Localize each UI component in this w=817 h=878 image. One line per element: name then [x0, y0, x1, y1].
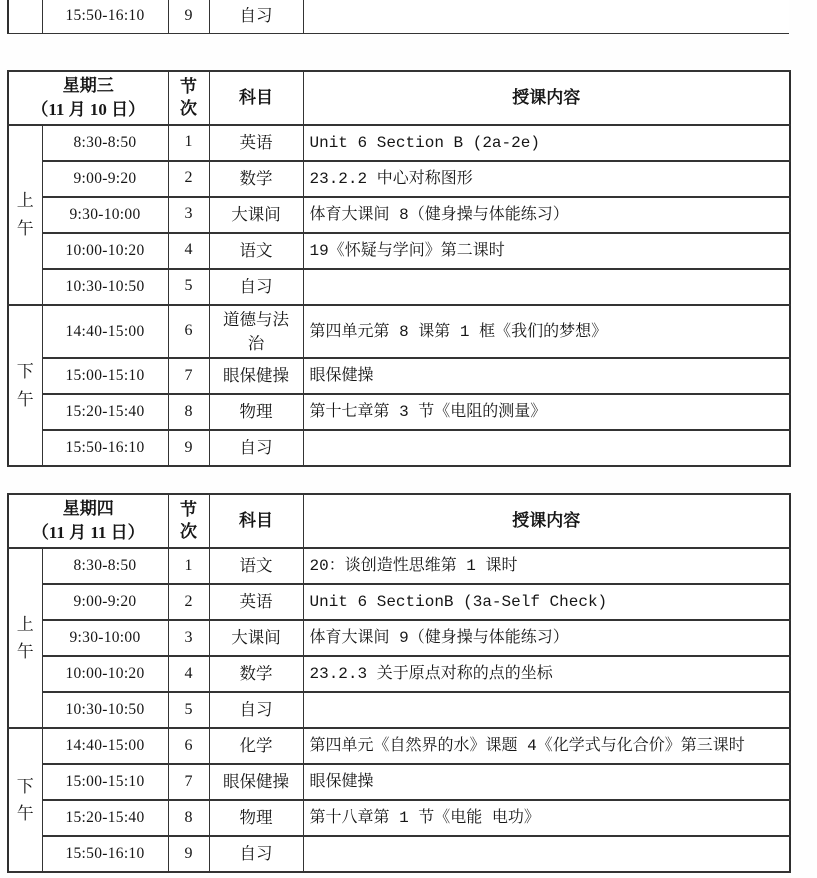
session-cell-empty [8, 0, 42, 34]
subject-cell: 数学 [209, 656, 303, 692]
table-title [8, 494, 168, 548]
subject-cell: 自习 [209, 269, 303, 305]
time-cell: 15:20-15:40 [42, 800, 168, 836]
content-cell: 眼保健操 [303, 764, 790, 800]
period-cell: 4 [168, 656, 209, 692]
schedule-row [8, 305, 790, 359]
table-title-day: 星期三 [62, 76, 114, 95]
subject-cell: 大课间 [209, 197, 303, 233]
schedule-row [8, 620, 790, 656]
table-title-day: 星期四 [62, 499, 114, 519]
session-label: 上午 [8, 125, 42, 305]
content-cell: 20：谈创造性思维第 1 课时 [303, 548, 790, 584]
subject-cell: 眼保健操 [209, 358, 303, 394]
schedule-row [8, 764, 790, 800]
period-cell: 5 [168, 269, 209, 305]
subject-cell: 英语 [209, 584, 303, 620]
time-cell: 15:20-15:40 [42, 394, 168, 430]
subject-cell: 自习 [209, 430, 303, 466]
schedule-row [8, 548, 790, 584]
partial-schedule-table [7, 0, 789, 34]
table-gap [7, 467, 817, 493]
schedule-row [8, 656, 790, 692]
content-cell: Unit 6 Section B (2a-2e) [303, 125, 790, 161]
schedule-table-1 [7, 70, 791, 467]
content-cell [303, 430, 790, 466]
subject-cell: 大课间 [209, 620, 303, 656]
content-cell [303, 0, 789, 34]
schedule-row [8, 836, 790, 872]
subject-cell: 自习 [209, 836, 303, 872]
content-cell: 第十八章第 1 节《电能 电功》 [303, 800, 790, 836]
table-title-date: （11 月 10 日） [31, 99, 146, 119]
session-label: 下午 [8, 305, 42, 467]
session-label: 上午 [8, 548, 42, 728]
period-cell: 7 [168, 764, 209, 800]
period-cell: 8 [168, 394, 209, 430]
time-cell: 14:40-15:00 [42, 728, 168, 764]
header-row [8, 494, 790, 548]
subject-cell: 语文 [209, 548, 303, 584]
period-cell: 3 [168, 620, 209, 656]
schedule-row [8, 197, 790, 233]
period-cell: 9 [168, 836, 209, 872]
time-cell: 9:00-9:20 [42, 161, 168, 197]
schedule-row [8, 584, 790, 620]
period-cell: 1 [168, 125, 209, 161]
schedule-row [8, 0, 789, 34]
table-gap [7, 34, 817, 70]
period-cell: 8 [168, 800, 209, 836]
schedule-row [8, 430, 790, 466]
subject-cell: 眼保健操 [209, 764, 303, 800]
schedule-row [8, 692, 790, 728]
tables-host [7, 70, 817, 873]
schedule-row [8, 233, 790, 269]
content-cell: 第十七章第 3 节《电阻的测量》 [303, 394, 790, 430]
period-cell: 6 [168, 728, 209, 764]
content-cell: 眼保健操 [303, 358, 790, 394]
subject-cell: 语文 [209, 233, 303, 269]
schedule-row [8, 358, 790, 394]
table-title [8, 71, 168, 125]
content-cell: 体育大课间 9（健身操与体能练习） [303, 620, 790, 656]
content-cell: 23.2.3 关于原点对称的点的坐标 [303, 656, 790, 692]
content-cell: 体育大课间 8（健身操与体能练习） [303, 197, 790, 233]
time-cell: 9:00-9:20 [42, 584, 168, 620]
time-cell: 14:40-15:00 [42, 305, 168, 359]
content-cell: 19《怀疑与学问》第二课时 [303, 233, 790, 269]
content-cell: 23.2.2 中心对称图形 [303, 161, 790, 197]
schedule-table-2 [7, 493, 791, 873]
period-cell: 6 [168, 305, 209, 359]
period-cell: 7 [168, 358, 209, 394]
col-header-period: 节次 [168, 494, 209, 548]
subject-cell: 数学 [209, 161, 303, 197]
content-cell: 第四单元第 8 课第 1 框《我们的梦想》 [303, 305, 790, 359]
subject-cell: 化学 [209, 728, 303, 764]
time-cell: 10:30-10:50 [42, 269, 168, 305]
time-cell: 15:50-16:10 [42, 0, 168, 34]
col-header-subject: 科目 [209, 494, 303, 548]
time-cell: 10:30-10:50 [42, 692, 168, 728]
subject-cell: 自习 [209, 692, 303, 728]
content-cell: Unit 6 SectionB (3a-Self Check) [303, 584, 790, 620]
schedule-row [8, 800, 790, 836]
subject-cell: 自习 [209, 0, 303, 34]
subject-cell: 英语 [209, 125, 303, 161]
schedule-row [8, 125, 790, 161]
header-row [8, 71, 790, 125]
time-cell: 15:00-15:10 [42, 358, 168, 394]
time-cell: 8:30-8:50 [42, 548, 168, 584]
period-cell: 3 [168, 197, 209, 233]
period-cell: 2 [168, 161, 209, 197]
subject-cell: 道德与法治 [209, 305, 303, 359]
time-cell: 15:00-15:10 [42, 764, 168, 800]
content-cell: 第四单元《自然界的水》课题 4《化学式与化合价》第三课时 [303, 728, 790, 764]
col-header-subject: 科目 [209, 71, 303, 125]
schedule-row [8, 269, 790, 305]
content-cell [303, 692, 790, 728]
col-header-content: 授课内容 [303, 494, 790, 548]
table-title-date: （11 月 11 日） [31, 523, 145, 543]
schedule-row [8, 161, 790, 197]
col-header-content: 授课内容 [303, 71, 790, 125]
content-cell [303, 836, 790, 872]
period-cell: 4 [168, 233, 209, 269]
time-cell: 15:50-16:10 [42, 836, 168, 872]
time-cell: 10:00-10:20 [42, 656, 168, 692]
subject-cell: 物理 [209, 800, 303, 836]
session-label: 下午 [8, 728, 42, 872]
time-cell: 10:00-10:20 [42, 233, 168, 269]
period-cell: 9 [168, 0, 209, 34]
period-cell: 2 [168, 584, 209, 620]
time-cell: 8:30-8:50 [42, 125, 168, 161]
time-cell: 9:30-10:00 [42, 197, 168, 233]
time-cell: 15:50-16:10 [42, 430, 168, 466]
schedule-row [8, 728, 790, 764]
content-cell [303, 269, 790, 305]
col-header-period: 节次 [168, 71, 209, 125]
period-cell: 9 [168, 430, 209, 466]
previous-table-cutoff-row [7, 0, 789, 34]
period-cell: 1 [168, 548, 209, 584]
period-cell: 5 [168, 692, 209, 728]
time-cell: 9:30-10:00 [42, 620, 168, 656]
subject-cell: 物理 [209, 394, 303, 430]
schedule-row [8, 394, 790, 430]
